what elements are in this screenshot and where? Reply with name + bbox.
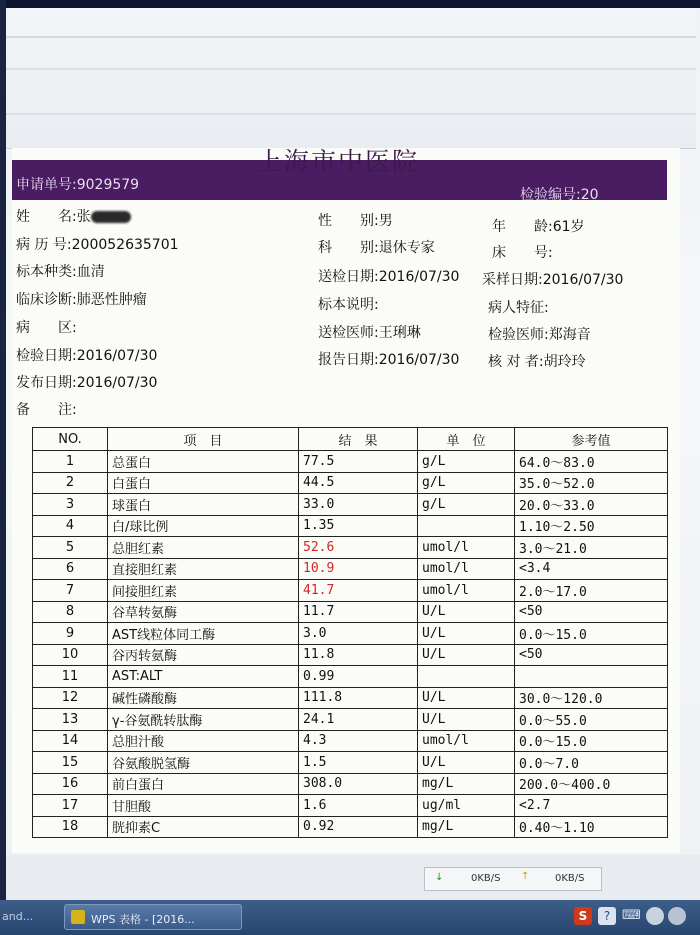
cell-reference: <3.4 — [515, 558, 668, 580]
cell-unit: umol/l — [418, 558, 515, 580]
field-sample-type — [16, 261, 105, 281]
cell-unit: U/L — [418, 687, 515, 709]
network-speed-widget — [424, 867, 602, 891]
col-header-no: NO. — [33, 428, 108, 451]
cell-unit — [418, 666, 515, 688]
help-icon[interactable]: ? — [598, 907, 616, 925]
status-bar — [6, 855, 700, 903]
cell-item: γ-谷氨酰转肽酶 — [108, 709, 299, 731]
field-patient-feature — [488, 297, 549, 317]
toolbar-divider — [6, 36, 696, 38]
cell-no: 11 — [33, 666, 108, 688]
cell-no: 14 — [33, 730, 108, 752]
cell-unit: g/L — [418, 472, 515, 494]
cell-result: 1.35 — [299, 515, 418, 537]
cell-no: 4 — [33, 515, 108, 537]
submit-date-value: 2016/07/30 — [378, 269, 460, 285]
report-date-value: 2016/07/30 — [378, 352, 460, 368]
cell-result: 41.7 — [299, 580, 418, 602]
table-row — [33, 666, 668, 688]
field-test-date — [16, 345, 157, 365]
cell-reference: 64.0～83.0 — [515, 451, 668, 473]
cell-unit: mg/L — [418, 816, 515, 838]
field-name — [16, 206, 131, 226]
cell-reference: 35.0～52.0 — [515, 472, 668, 494]
table-row — [33, 644, 668, 666]
name-label: 姓 名: — [16, 209, 77, 225]
field-collect-date — [482, 269, 623, 289]
table-header-row — [33, 428, 668, 451]
cell-item: 白/球比例 — [108, 515, 299, 537]
cell-reference: 0.0～15.0 — [515, 623, 668, 645]
keyboard-icon[interactable]: ⌨ — [622, 908, 641, 923]
collect-date-label: 采样日期: — [482, 272, 543, 288]
taskbar-item-label: WPS 表格 - [2016... — [91, 913, 195, 926]
table-row — [33, 451, 668, 473]
col-header-unit: 单 位 — [418, 428, 515, 451]
cell-no: 3 — [33, 494, 108, 516]
cell-unit: umol/l — [418, 730, 515, 752]
gender-label: 性 别: — [318, 213, 379, 229]
lab-report — [12, 148, 680, 853]
cell-item: 甘胆酸 — [108, 795, 299, 817]
results-table — [32, 427, 668, 838]
cell-item: 直接胆红素 — [108, 558, 299, 580]
cell-result: 3.0 — [299, 623, 418, 645]
cell-reference: 20.0～33.0 — [515, 494, 668, 516]
cell-reference: <50 — [515, 644, 668, 666]
cell-item: 胱抑素C — [108, 816, 299, 838]
cell-no: 9 — [33, 623, 108, 645]
cell-item: 前白蛋白 — [108, 773, 299, 795]
table-row — [33, 687, 668, 709]
cell-item: 谷草转氨酶 — [108, 601, 299, 623]
sample-type-label: 标本种类: — [16, 264, 77, 280]
age-label: 年 龄: — [492, 219, 553, 235]
cell-item: 谷丙转氨酶 — [108, 644, 299, 666]
submit-doctor-value: 王琍琳 — [378, 325, 421, 341]
cell-no: 15 — [33, 752, 108, 774]
field-checker — [488, 351, 586, 371]
arrow-up-icon: ↑ — [521, 871, 530, 882]
table-row — [33, 601, 668, 623]
field-sample-note — [318, 294, 379, 314]
cell-result: 44.5 — [299, 472, 418, 494]
bed-label: 床 号: — [492, 245, 553, 261]
field-report-date — [318, 349, 459, 369]
col-header-reference: 参考值 — [515, 428, 668, 451]
cell-reference: 30.0～120.0 — [515, 687, 668, 709]
cell-reference: 1.10～2.50 — [515, 515, 668, 537]
patient-feature-label: 病人特征: — [488, 300, 549, 316]
table-row — [33, 752, 668, 774]
remark-label: 备 注: — [16, 402, 77, 418]
record-no-value: 200052635701 — [71, 237, 179, 253]
arrow-down-icon: ↓ — [435, 872, 444, 883]
cell-no: 7 — [33, 580, 108, 602]
cell-result: 4.3 — [299, 730, 418, 752]
cell-unit: U/L — [418, 709, 515, 731]
cell-unit — [418, 515, 515, 537]
download-speed: 0KB/S — [471, 873, 501, 884]
cell-reference: 0.0～15.0 — [515, 730, 668, 752]
ward-label: 病 区: — [16, 320, 77, 336]
field-submit-date — [318, 266, 459, 286]
cell-reference: 0.0～55.0 — [515, 709, 668, 731]
cell-unit: umol/l — [418, 537, 515, 559]
app-toolbar — [6, 8, 696, 149]
cell-result: 10.9 — [299, 558, 418, 580]
cell-item: 白蛋白 — [108, 472, 299, 494]
cell-reference: 0.0～7.0 — [515, 752, 668, 774]
table-row — [33, 730, 668, 752]
request-number: 申请单号:9029579 — [16, 177, 140, 193]
department-label: 科 别: — [318, 240, 379, 256]
cell-unit: mg/L — [418, 773, 515, 795]
toolbar-divider — [6, 68, 696, 70]
cell-no: 5 — [33, 537, 108, 559]
field-age — [492, 216, 585, 236]
sample-note-label: 标本说明: — [318, 297, 379, 313]
table-row — [33, 773, 668, 795]
cell-unit: g/L — [418, 494, 515, 516]
sample-type-value: 血清 — [76, 264, 105, 280]
cell-result: 0.99 — [299, 666, 418, 688]
age-value: 61岁 — [552, 219, 585, 235]
table-row — [33, 558, 668, 580]
gender-value: 男 — [378, 213, 393, 229]
cell-item: 总胆红素 — [108, 537, 299, 559]
cell-unit: umol/l — [418, 580, 515, 602]
field-bed — [492, 242, 553, 262]
cell-item: 谷氨酸脱氢酶 — [108, 752, 299, 774]
col-header-item: 项 目 — [108, 428, 299, 451]
cell-no: 10 — [33, 644, 108, 666]
field-ward — [16, 317, 77, 337]
cell-no: 17 — [33, 795, 108, 817]
cell-item: AST线粒体同工酶 — [108, 623, 299, 645]
taskbar — [0, 900, 700, 935]
field-submit-doctor — [318, 322, 421, 342]
table-row — [33, 494, 668, 516]
cell-item: 间接胆红素 — [108, 580, 299, 602]
field-publish-date — [16, 372, 157, 392]
field-diagnosis — [16, 289, 147, 309]
cell-result: 111.8 — [299, 687, 418, 709]
collect-date-value: 2016/07/30 — [542, 272, 624, 288]
checker-value: 胡玲玲 — [543, 354, 586, 370]
checker-label: 核 对 者: — [488, 354, 544, 370]
cell-result: 308.0 — [299, 773, 418, 795]
cell-reference: 3.0～21.0 — [515, 537, 668, 559]
upload-speed: 0KB/S — [555, 873, 585, 884]
test-number: 检验编号:20 — [520, 187, 599, 203]
cell-result: 11.8 — [299, 644, 418, 666]
cell-no: 6 — [33, 558, 108, 580]
cell-item: 总胆汁酸 — [108, 730, 299, 752]
cell-reference: <2.7 — [515, 795, 668, 817]
test-doctor-value: 郑海音 — [548, 327, 591, 343]
cell-unit: ug/ml — [418, 795, 515, 817]
diagnosis-value: 肺恶性肿瘤 — [76, 292, 147, 308]
cell-unit: g/L — [418, 451, 515, 473]
field-record-no — [16, 234, 179, 254]
wps-spreadsheet-icon — [71, 910, 85, 924]
field-department — [318, 237, 435, 257]
cell-result: 24.1 — [299, 709, 418, 731]
cell-result: 77.5 — [299, 451, 418, 473]
cell-item: 总蛋白 — [108, 451, 299, 473]
cell-reference: 2.0～17.0 — [515, 580, 668, 602]
cell-no: 16 — [33, 773, 108, 795]
taskbar-item-prev[interactable]: and... — [2, 910, 34, 923]
toolbar-divider — [6, 113, 696, 115]
cell-result: 11.7 — [299, 601, 418, 623]
report-date-label: 报告日期: — [318, 352, 379, 368]
publish-date-value: 2016/07/30 — [76, 375, 158, 391]
table-row — [33, 623, 668, 645]
table-row — [33, 515, 668, 537]
cell-unit: U/L — [418, 644, 515, 666]
cell-no: 12 — [33, 687, 108, 709]
monitor-bezel — [0, 0, 700, 8]
table-row — [33, 537, 668, 559]
test-doctor-label: 检验医师: — [488, 327, 549, 343]
cell-reference: 200.0～400.0 — [515, 773, 668, 795]
cell-unit: U/L — [418, 752, 515, 774]
col-header-result: 结 果 — [299, 428, 418, 451]
department-value: 退休专家 — [378, 240, 435, 256]
cell-item: AST:ALT — [108, 666, 299, 688]
taskbar-item-wps[interactable] — [64, 904, 242, 930]
cell-unit: U/L — [418, 601, 515, 623]
table-row — [33, 580, 668, 602]
cell-reference: <50 — [515, 601, 668, 623]
field-gender — [318, 210, 393, 230]
cell-reference: 0.40～1.10 — [515, 816, 668, 838]
cell-no: 8 — [33, 601, 108, 623]
cell-result: 52.6 — [299, 537, 418, 559]
table-row — [33, 472, 668, 494]
submit-doctor-label: 送检医师: — [318, 325, 379, 341]
network-icon[interactable] — [668, 907, 686, 925]
cell-result: 1.6 — [299, 795, 418, 817]
table-row — [33, 816, 668, 838]
volume-icon[interactable] — [646, 907, 664, 925]
cell-no: 1 — [33, 451, 108, 473]
publish-date-label: 发布日期: — [16, 375, 77, 391]
record-no-label: 病 历 号: — [16, 237, 72, 253]
cell-result: 0.92 — [299, 816, 418, 838]
cell-reference — [515, 666, 668, 688]
cell-item: 球蛋白 — [108, 494, 299, 516]
table-row — [33, 709, 668, 731]
test-date-value: 2016/07/30 — [76, 348, 158, 364]
redacted-name — [91, 211, 131, 223]
cell-item: 碱性磷酸酶 — [108, 687, 299, 709]
hospital-name: 上海市中医院 — [257, 147, 420, 176]
cell-no: 13 — [33, 709, 108, 731]
cell-no: 2 — [33, 472, 108, 494]
submit-date-label: 送检日期: — [318, 269, 379, 285]
field-remark — [16, 399, 77, 419]
cell-result: 33.0 — [299, 494, 418, 516]
field-test-doctor — [488, 324, 591, 344]
diagnosis-label: 临床诊断: — [16, 292, 77, 308]
cell-unit: U/L — [418, 623, 515, 645]
cell-result: 1.5 — [299, 752, 418, 774]
name-value: 张 — [76, 209, 91, 225]
cell-no: 18 — [33, 816, 108, 838]
sogou-input-icon[interactable]: S — [574, 907, 592, 925]
table-row — [33, 795, 668, 817]
test-date-label: 检验日期: — [16, 348, 77, 364]
